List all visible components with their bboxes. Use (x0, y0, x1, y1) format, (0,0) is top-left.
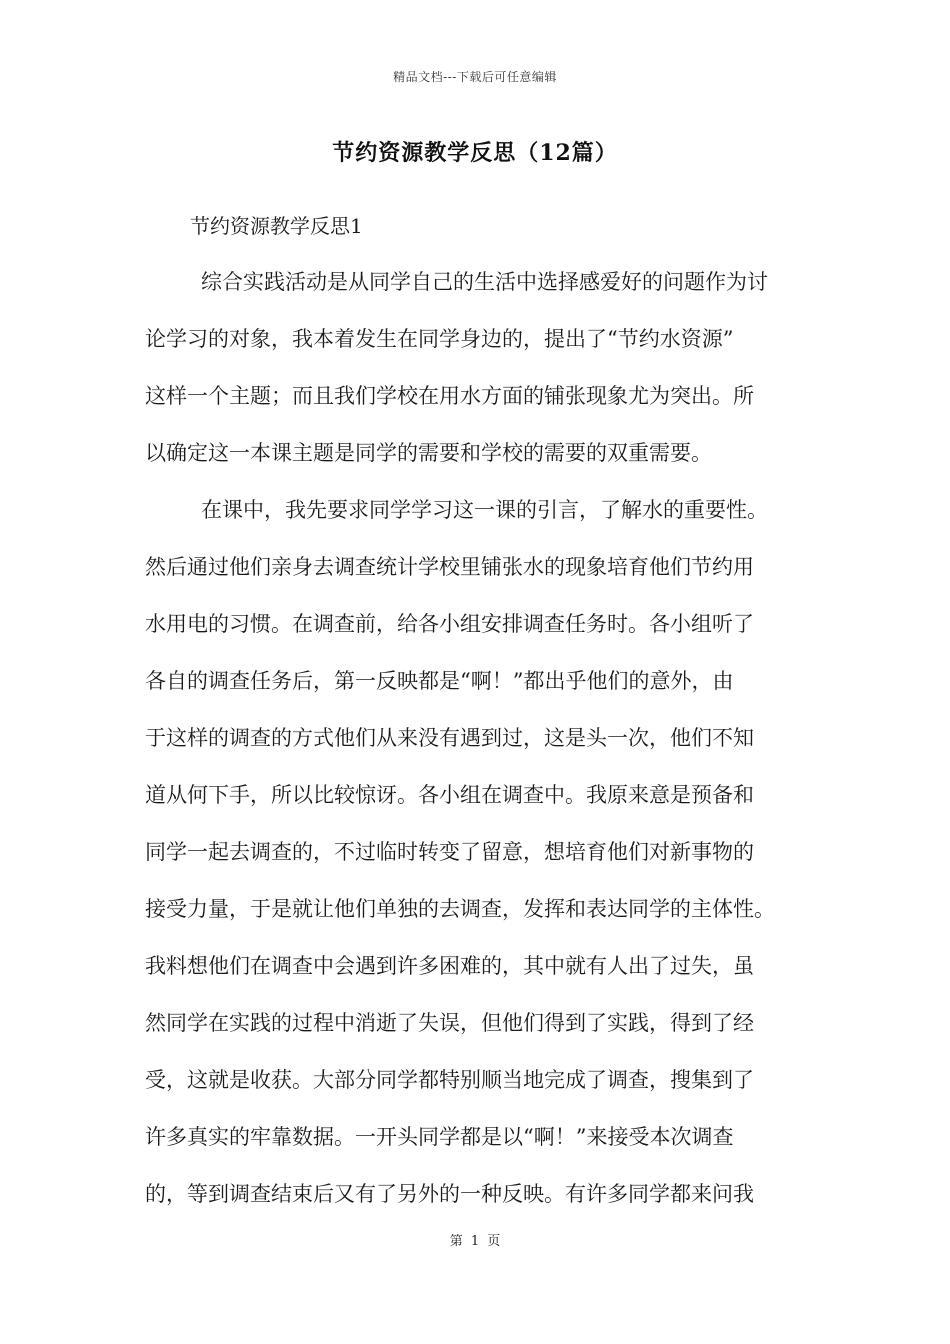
paragraph-line: 以确定这一本课主题是同学的需要和学校的需要的双重需要。 (145, 441, 712, 465)
paragraph-line: 这样一个主题；而且我们学校在用水方面的铺张现象尤为突出。所 (145, 384, 754, 408)
paragraph-line: 道从何下手，所以比较惊讶。各小组在调查中。我原来意是预备和 (145, 783, 754, 807)
document-title: 节约资源教学反思（12篇） (332, 140, 618, 166)
paragraph-1 (145, 254, 825, 482)
page-header: 精品文档---下载后可任意编辑 (393, 70, 557, 84)
paragraph-line: 水用电的习惯。在调查前，给各小组安排调查任务时。各小组听了 (145, 612, 754, 636)
paragraph-line: 在课中，我先要求同学学习这一课的引言，了解水的重要性。 (201, 498, 768, 522)
section-heading: 节约资源教学反思1 (190, 214, 363, 238)
paragraph-line: 的，等到调查结束后又有了另外的一种反映。有许多同学都来问我 (145, 1182, 754, 1206)
paragraph-2 (145, 482, 825, 1223)
paragraph-line: 同学一起去调查的，不过临时转变了留意，想培育他们对新事物的 (145, 840, 754, 864)
paragraph-line: 然后通过他们亲身去调查统计学校里铺张水的现象培育他们节约用 (145, 555, 754, 579)
paragraph-line: 论学习的对象，我本着发生在同学身边的，提出了“节约水资源” (145, 327, 734, 351)
page-number: 1 (470, 1234, 480, 1249)
paragraph-line: 许多真实的牢靠数据。一开头同学都是以“啊！”来接受本次调查 (145, 1125, 734, 1149)
paragraph-line: 于这样的调查的方式他们从来没有遇到过，这是头一次，他们不知 (145, 726, 754, 750)
paragraph-line: 受，这就是收获。大部分同学都特别顺当地完成了调查，搜集到了 (145, 1068, 754, 1092)
paragraph-line: 综合实践活动是从同学自己的生活中选择感爱好的问题作为讨 (201, 270, 768, 294)
paragraph-line: 我料想他们在调查中会遇到许多困难的，其中就有人出了过失，虽 (145, 954, 754, 978)
page-number-prefix: 第 (449, 1234, 463, 1249)
paragraph-line: 然同学在实践的过程中消逝了失误，但他们得到了实践，得到了经 (145, 1011, 754, 1035)
paragraph-line: 各自的调查任务后，第一反映都是“啊！”都出乎他们的意外，由 (145, 669, 734, 693)
paragraph-line: 接受力量，于是就让他们单独的去调查，发挥和表达同学的主体性。 (145, 897, 775, 921)
page-number-suffix: 页 (487, 1234, 501, 1249)
page-footer (0, 1230, 950, 1249)
